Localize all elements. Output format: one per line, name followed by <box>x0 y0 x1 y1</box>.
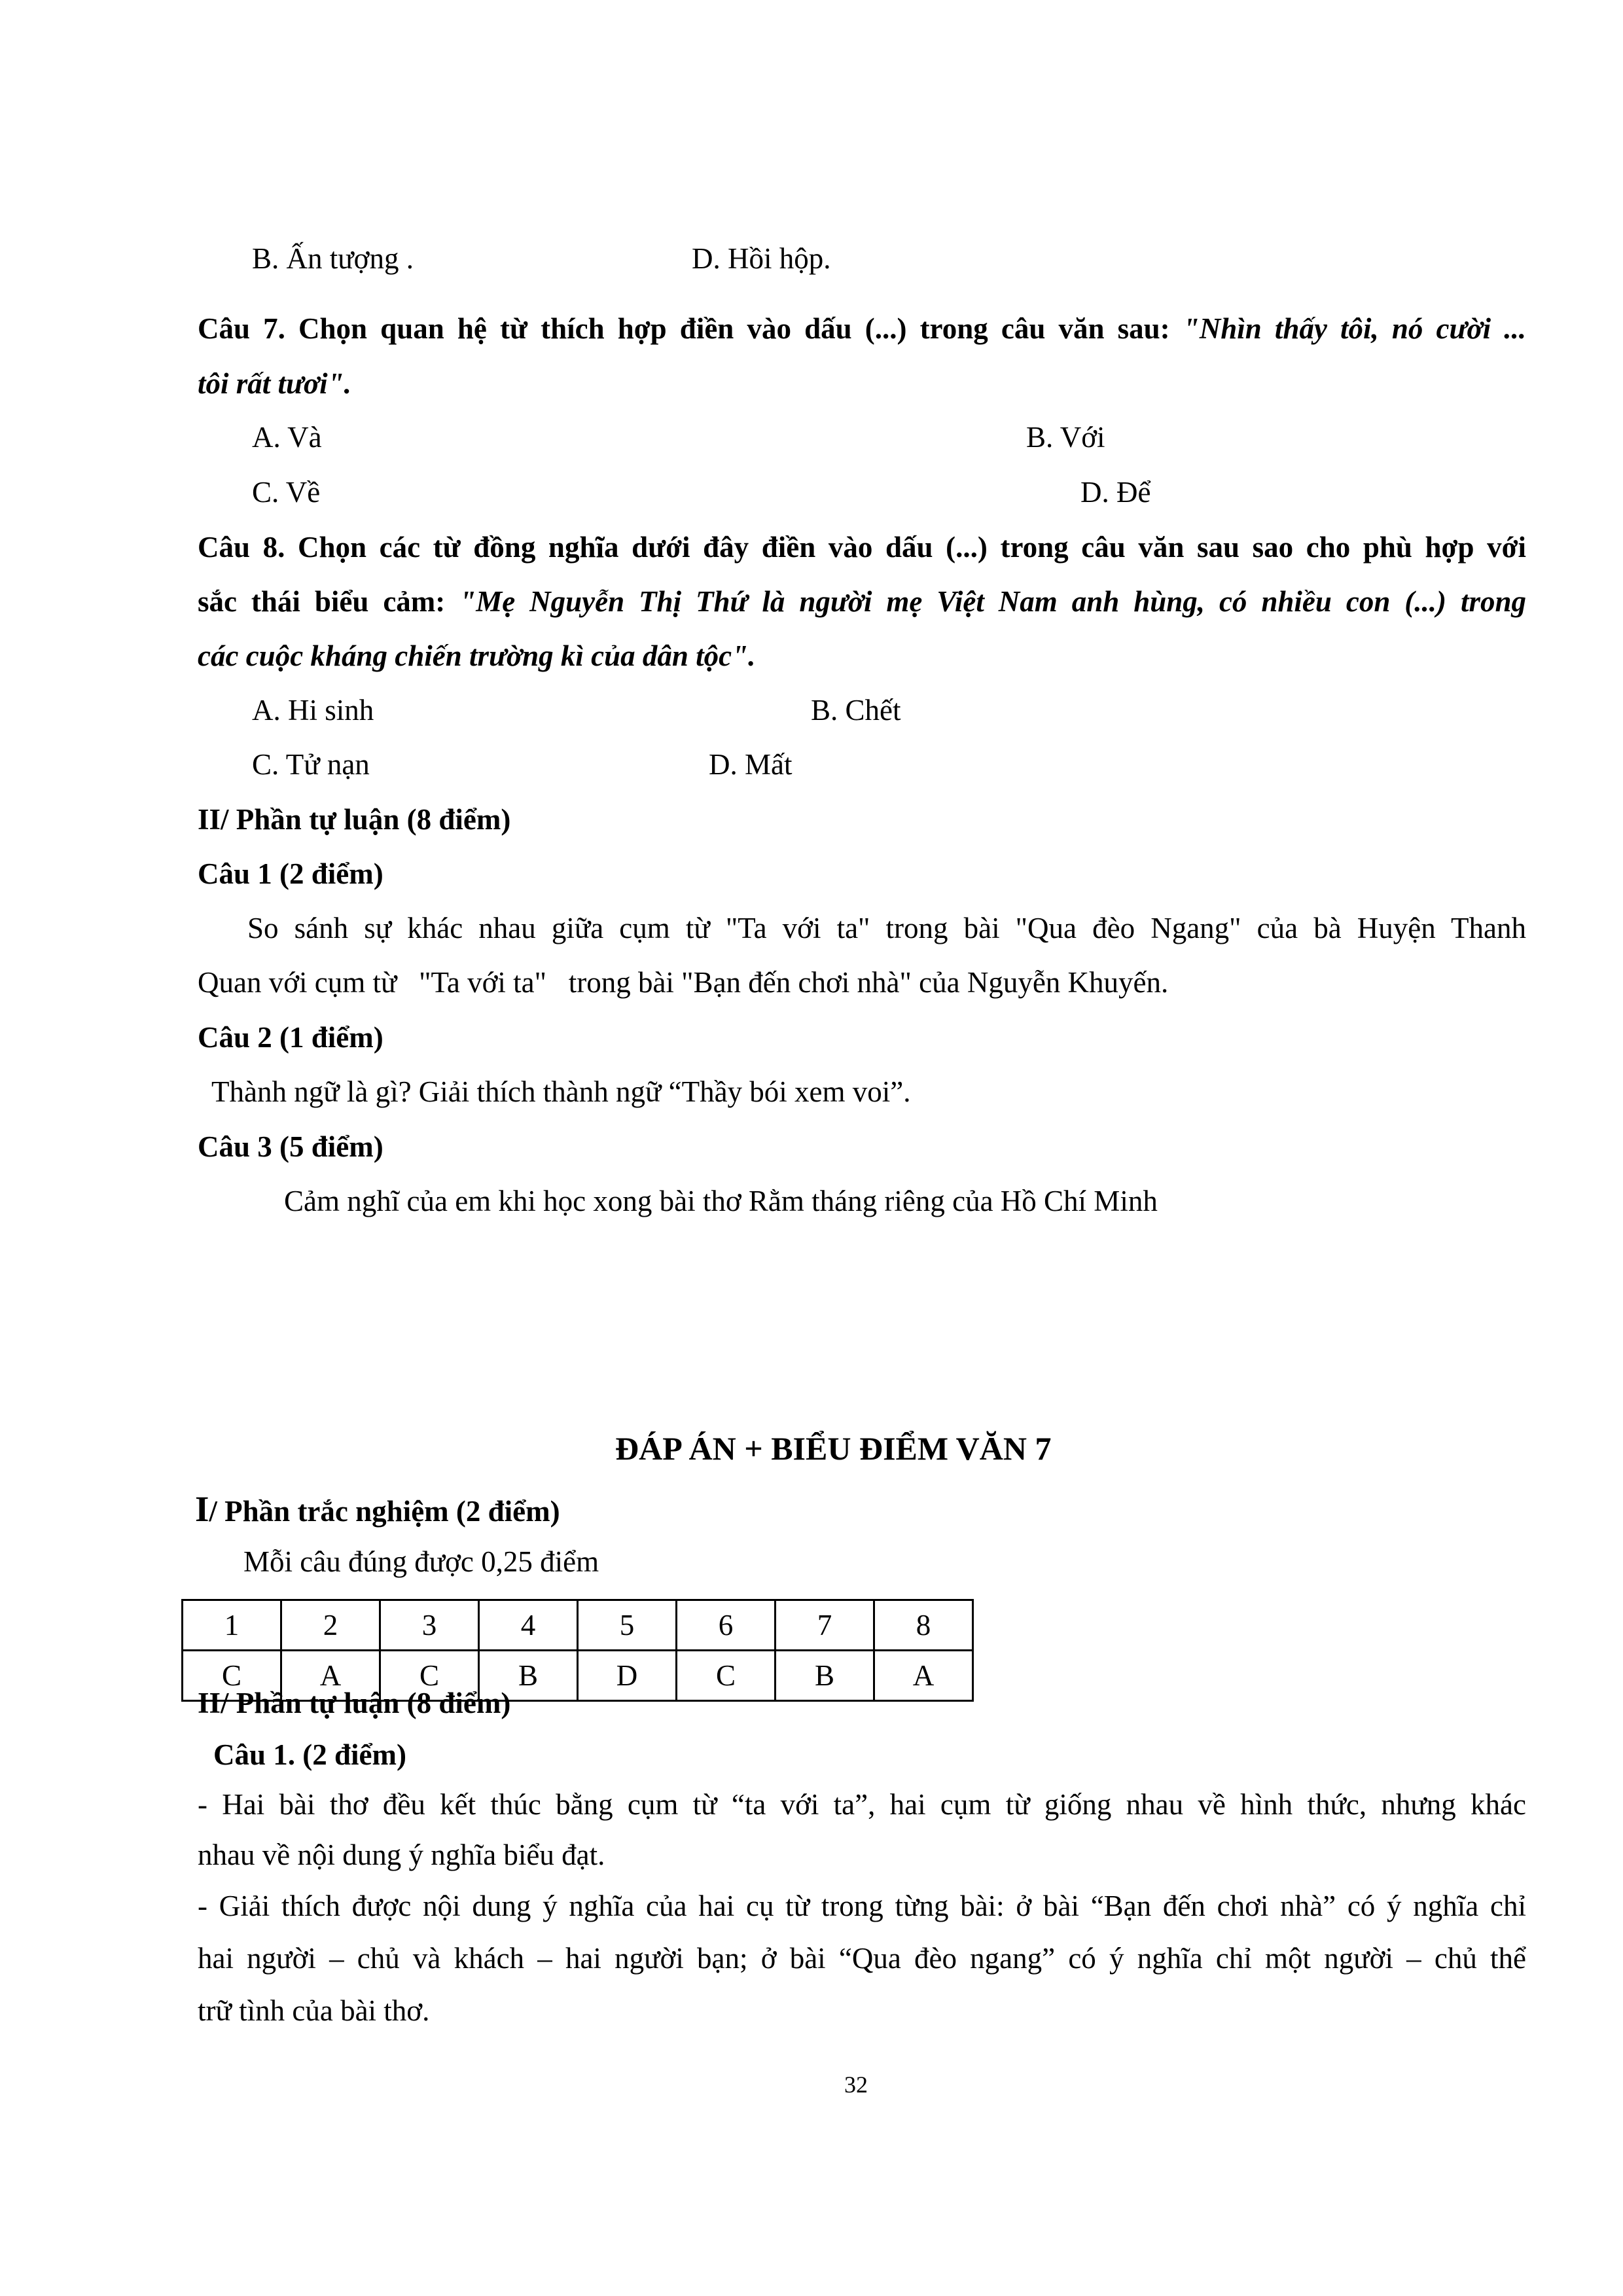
essay-q3-text: Cảm nghĩ của em khi học xong bài thơ Rằm tháng riêng của Hồ Chí Minh <box>284 1185 1158 1217</box>
answer-key-cell: C <box>677 1651 776 1701</box>
answer-table-row-numbers <box>183 1600 973 1651</box>
q6-option-b: B. Ấn tượng . <box>252 242 414 275</box>
answer-p1-line-2: nhau về nội dung ý nghĩa biểu đạt. <box>198 1839 605 1871</box>
q8-line-2 <box>198 585 1526 619</box>
answer-part1-roman: I <box>195 1489 209 1529</box>
answer-number-cell: 4 <box>479 1600 578 1651</box>
answer-key-cell: B <box>776 1651 874 1701</box>
q6-option-d: D. Hồi hộp. <box>692 242 831 275</box>
answer-number-cell: 1 <box>183 1600 281 1651</box>
q8-stem-2: sắc thái biểu cảm: <box>198 585 460 618</box>
answer-part2-heading: II/ Phần tự luận (8 điểm) <box>198 1687 511 1719</box>
answer-title: ĐÁP ÁN + BIỂU ĐIỂM VĂN 7 <box>615 1430 1052 1467</box>
answer-p1-line-1: - Hai bài thơ đều kết thúc bằng cụm từ “ta với ta”, hai cụm từ giống nhau về hình thức, nhưng khác <box>198 1788 1526 1821</box>
page-number: 32 <box>844 2072 868 2098</box>
answer-p2-line-3: trữ tình của bài thơ. <box>198 1994 430 2027</box>
answer-number-cell: 2 <box>281 1600 380 1651</box>
q8-line-1: Câu 8. Chọn các từ đồng nghĩa dưới đây điền vào dấu (...) trong câu văn sau sao cho phù hợp với <box>198 531 1526 564</box>
q8-option-d: D. Mất <box>709 748 793 781</box>
essay-q2-title: Câu 2 (1 điểm) <box>198 1021 383 1054</box>
q7-option-a: A. Và <box>252 421 322 454</box>
essay-q2-text: Thành ngữ là gì? Giải thích thành ngữ “Thầy bói xem voi”. <box>211 1075 911 1108</box>
answer-p2-line-1: - Giải thích được nội dung ý nghĩa của hai cụ từ trong từng bài: ở bài “Bạn đến chơi nhà” có ý nghĩa chỉ <box>198 1890 1526 1922</box>
q7-option-c: C. Về <box>252 476 321 509</box>
q7-quote-2: tôi rất tươi". <box>198 367 351 400</box>
q7-option-b: B. Với <box>1026 421 1105 454</box>
answer-key-cell: A <box>281 1651 380 1701</box>
answer-key-cell: C <box>183 1651 281 1701</box>
essay-q1-line-2: Quan với cụm từ "Ta với ta" trong bài "Bạn đến chơi nhà" của Nguyễn Khuyến. <box>198 966 1169 999</box>
answer-key-cell: A <box>874 1651 973 1701</box>
scoring-note: Mỗi câu đúng được 0,25 điểm <box>243 1545 599 1578</box>
answer-number-cell: 3 <box>380 1600 479 1651</box>
answer-part1-heading <box>195 1488 560 1530</box>
answer-number-cell: 8 <box>874 1600 973 1651</box>
q7-quote-1: "Nhìn thấy tôi, nó cười ... <box>1183 312 1526 345</box>
essay-heading: II/ Phần tự luận (8 điểm) <box>198 803 511 836</box>
answer-part1-text: / Phần trắc nghiệm (2 điểm) <box>209 1495 560 1528</box>
q8-option-c: C. Tử nạn <box>252 748 370 781</box>
answer-number-cell: 7 <box>776 1600 874 1651</box>
answer-key-cell: C <box>380 1651 479 1701</box>
essay-q1-title: Câu 1 (2 điểm) <box>198 857 383 890</box>
answer-number-cell: 5 <box>578 1600 677 1651</box>
q8-option-a: A. Hi sinh <box>252 694 374 726</box>
essay-q3-title: Câu 3 (5 điểm) <box>198 1130 383 1163</box>
q7-option-d: D. Để <box>1080 476 1151 509</box>
q7-line-1 <box>198 312 1526 346</box>
essay-q1-line-1: So sánh sự khác nhau giữa cụm từ "Ta với ta" trong bài "Qua đèo Ngang" của bà Huyện Thanh <box>247 912 1526 944</box>
q8-quote: "Mẹ Nguyễn Thị Thứ là người mẹ Việt Nam anh hùng, có nhiều con (...) trong <box>459 585 1526 618</box>
answer-key-cell: B <box>479 1651 578 1701</box>
answer-number-cell: 6 <box>677 1600 776 1651</box>
answer-q1-title: Câu 1. (2 điểm) <box>213 1738 406 1771</box>
q8-line-3: các cuộc kháng chiến trường kì của dân tộc". <box>198 639 756 672</box>
q7-stem: Câu 7. Chọn quan hệ từ thích hợp điền vào dấu (...) trong câu văn sau: <box>198 312 1183 345</box>
answer-p2-line-2: hai người – chủ và khách – hai người bạn; ở bài “Qua đèo ngang” có ý nghĩa chỉ một người – chủ thể <box>198 1942 1526 1975</box>
q8-option-b: B. Chết <box>811 694 901 726</box>
answer-key-cell: D <box>578 1651 677 1701</box>
